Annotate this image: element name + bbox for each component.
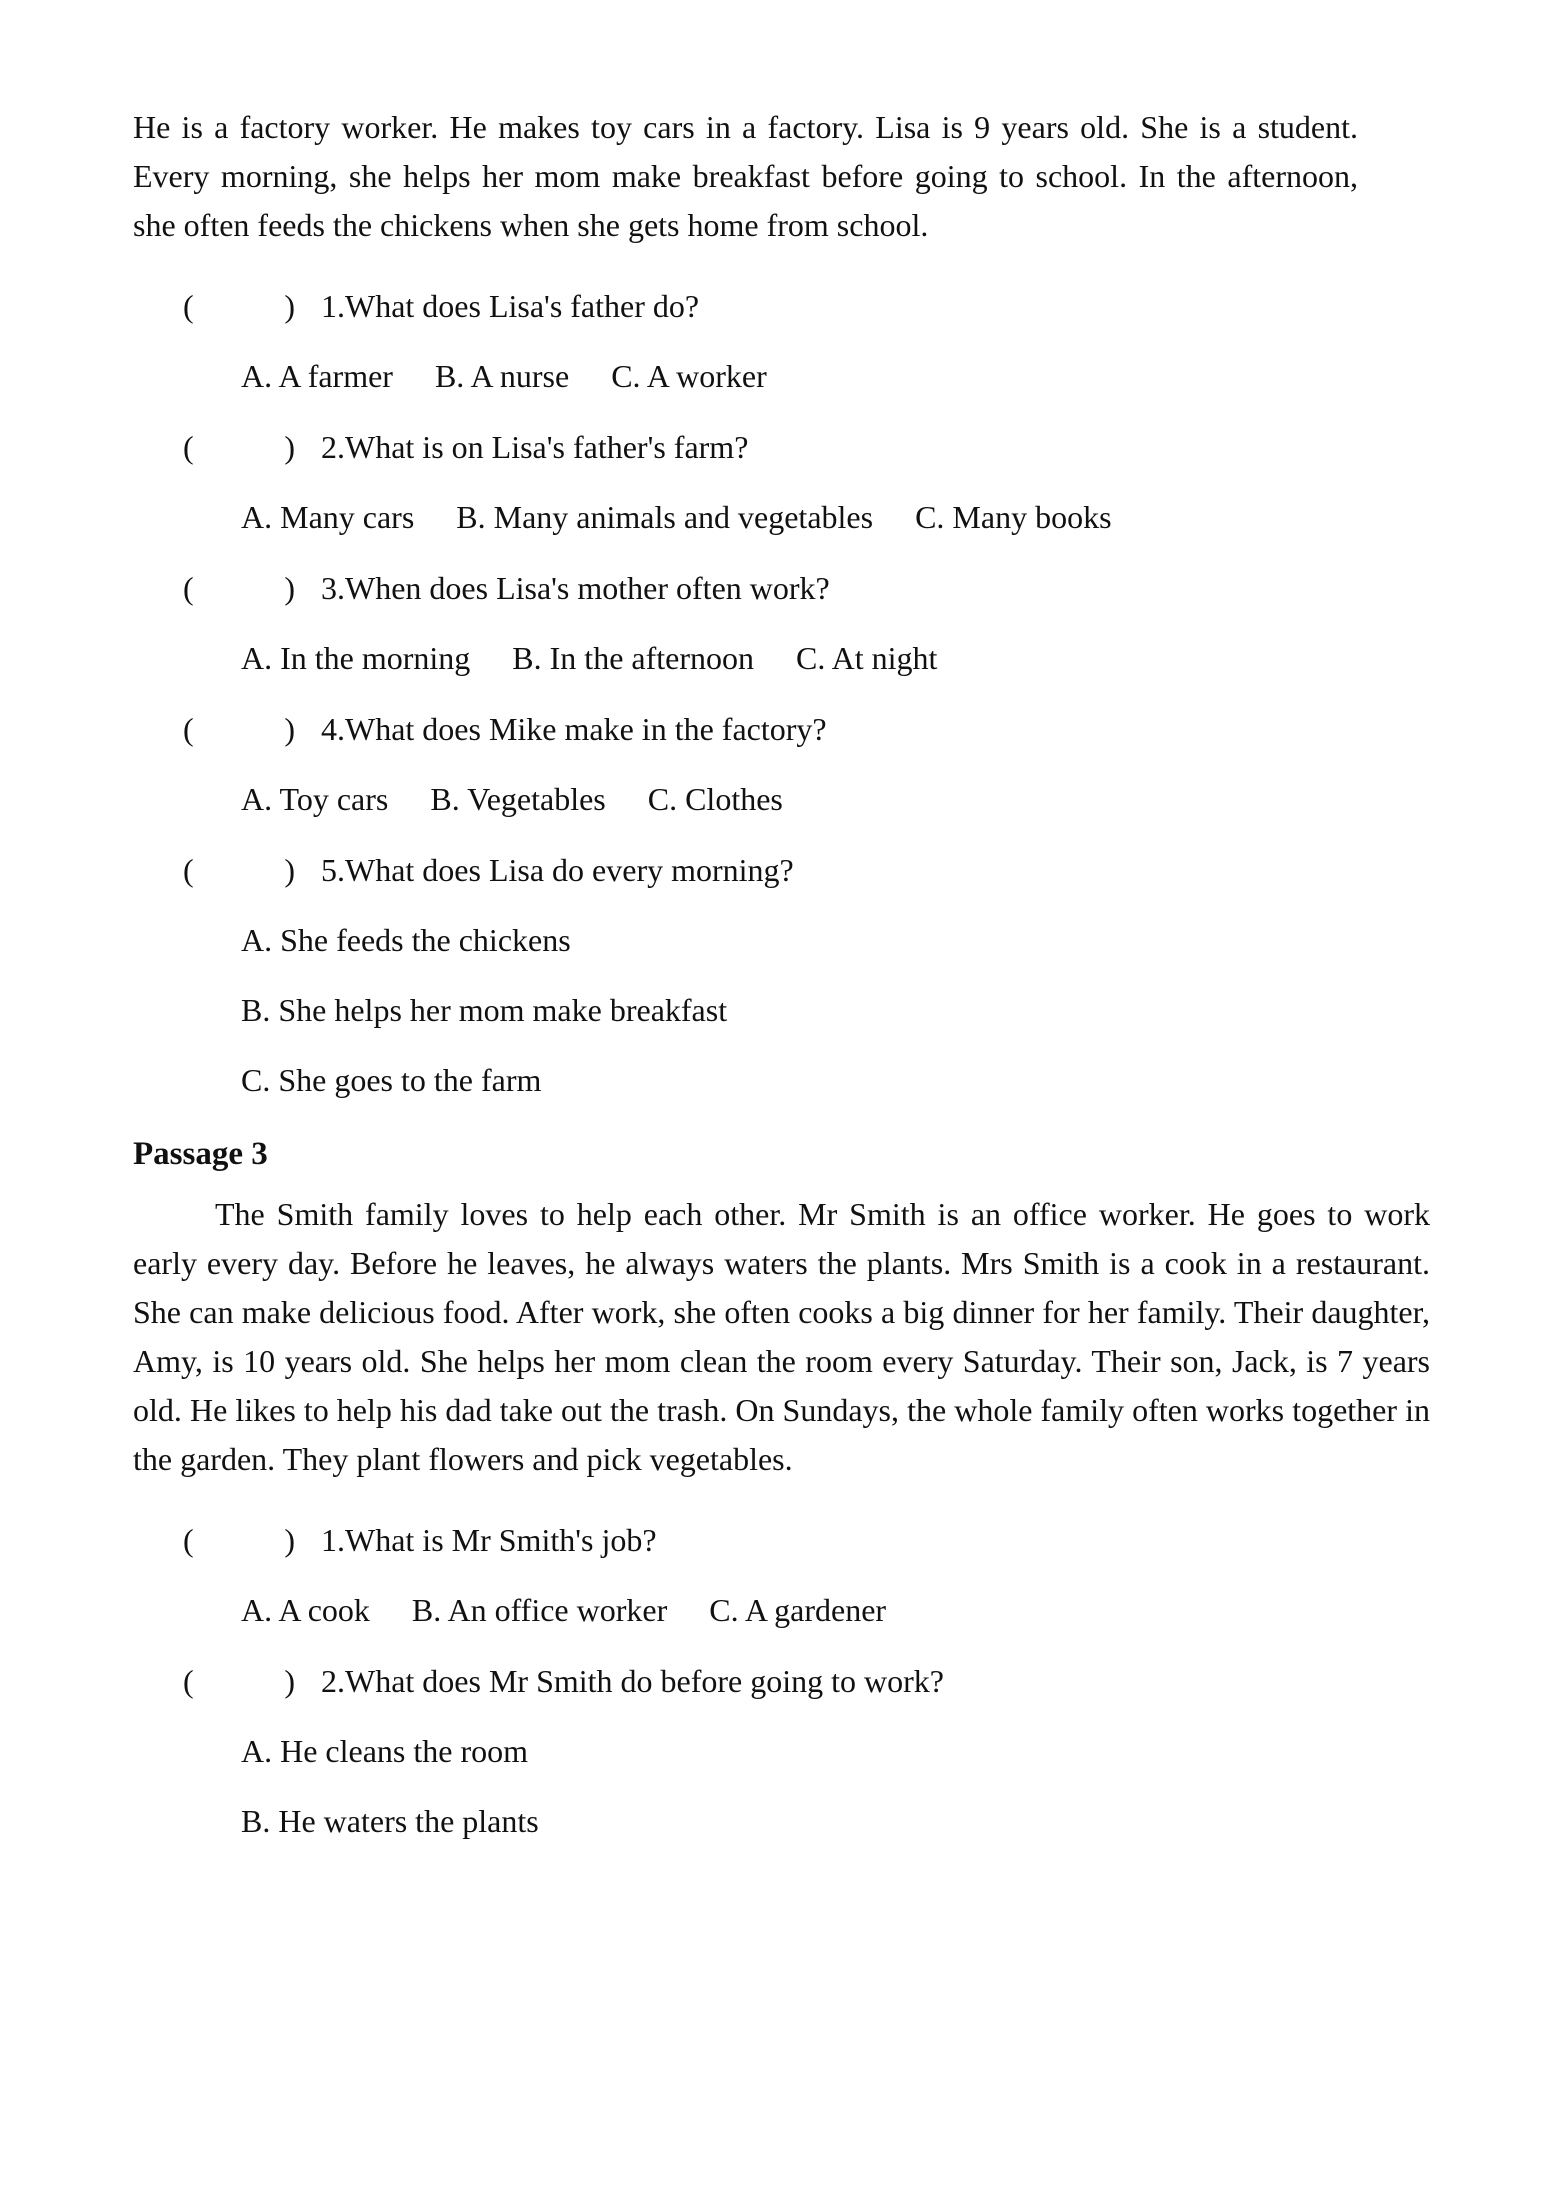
paren-close: ) xyxy=(284,429,295,465)
paren-close: ) xyxy=(284,288,295,324)
option-c: C. Many books xyxy=(915,499,1112,535)
answer-bracket[interactable] xyxy=(183,425,295,469)
options-row xyxy=(133,1588,1430,1632)
options-row xyxy=(133,354,1430,398)
option-line-b xyxy=(133,988,1430,1032)
question-text: 4.What does Mike make in the factory? xyxy=(321,711,827,747)
option-b: B. He waters the plants xyxy=(241,1803,539,1839)
options-row xyxy=(133,777,1430,821)
options-row xyxy=(133,495,1430,539)
paren-open: ( xyxy=(183,570,194,606)
paren-close: ) xyxy=(284,1663,295,1699)
option-c: C. At night xyxy=(796,640,938,676)
answer-bracket[interactable] xyxy=(183,1518,295,1562)
question-row xyxy=(133,1659,1430,1703)
paren-close: ) xyxy=(284,1522,295,1558)
option-a: A. She feeds the chickens xyxy=(241,922,571,958)
option-b: B. A nurse xyxy=(434,358,570,394)
answer-bracket[interactable] xyxy=(183,1659,295,1703)
answer-bracket[interactable] xyxy=(183,566,295,610)
option-b: B. Many animals and vegetables xyxy=(456,499,874,535)
option-a: A. He cleans the room xyxy=(241,1733,529,1769)
question-row xyxy=(133,284,1430,328)
option-b: B. In the afternoon xyxy=(512,640,754,676)
option-a: A. In the morning xyxy=(241,640,471,676)
question-text: 2.What is on Lisa's father's farm? xyxy=(321,429,749,465)
option-b: B. An office worker xyxy=(411,1592,668,1628)
question-row xyxy=(133,425,1430,469)
answer-bracket[interactable] xyxy=(183,707,295,751)
option-c: C. She goes to the farm xyxy=(241,1062,542,1098)
option-b: B. She helps her mom make breakfast xyxy=(241,992,728,1028)
paren-close: ) xyxy=(284,852,295,888)
option-a: A. Many cars xyxy=(241,499,415,535)
question-text: 2.What does Mr Smith do before going to work? xyxy=(321,1663,944,1699)
option-line-a xyxy=(133,918,1430,962)
intro-paragraph: He is a factory worker. He makes toy cars in a factory. Lisa is 9 years old. She is a student. Every morning, she helps her mom make breakfast before going to school. In the afternoon, she often feeds the chickens when she gets home from school. xyxy=(133,109,1358,243)
option-b: B. Vegetables xyxy=(430,781,606,817)
option-a: A. Toy cars xyxy=(241,781,389,817)
question-row xyxy=(133,707,1430,751)
passage3-heading: Passage 3 xyxy=(133,1136,268,1172)
question-text: 5.What does Lisa do every morning? xyxy=(321,852,794,888)
paren-open: ( xyxy=(183,711,194,747)
paren-open: ( xyxy=(183,288,194,324)
passage3-paragraph: The Smith family loves to help each other. Mr Smith is an office worker. He goes to work early every day. Before he leaves, he always waters the plants. Mrs Smith is a cook in a restaurant. She can make delicious food. After work, she often cooks a big dinner for her family. Their daughter, Amy, is 10 years old. She helps her mom clean the room every Saturday. Their son, Jack, is 7 years old. He likes to help his dad take out the trash. On Sundays, the whole family often works together in the garden. They plant flowers and pick vegetables. xyxy=(133,1196,1430,1477)
option-c: C. A gardener xyxy=(709,1592,887,1628)
question-row xyxy=(133,848,1430,892)
question-row xyxy=(133,1518,1430,1562)
paren-open: ( xyxy=(183,1522,194,1558)
option-c: C. A worker xyxy=(611,358,767,394)
question-text: 3.When does Lisa's mother often work? xyxy=(321,570,830,606)
question-row xyxy=(133,566,1430,610)
paren-close: ) xyxy=(284,711,295,747)
paren-open: ( xyxy=(183,852,194,888)
question-text: 1.What does Lisa's father do? xyxy=(321,288,700,324)
option-c: C. Clothes xyxy=(647,781,783,817)
option-a: A. A farmer xyxy=(241,358,393,394)
option-line-a xyxy=(133,1729,1430,1773)
paren-open: ( xyxy=(183,429,194,465)
question-text: 1.What is Mr Smith's job? xyxy=(321,1522,657,1558)
options-row xyxy=(133,636,1430,680)
paren-close: ) xyxy=(284,570,295,606)
option-line-c xyxy=(133,1058,1430,1102)
answer-bracket[interactable] xyxy=(183,284,295,328)
option-line-b xyxy=(133,1799,1430,1843)
paren-open: ( xyxy=(183,1663,194,1699)
option-a: A. A cook xyxy=(241,1592,370,1628)
answer-bracket[interactable] xyxy=(183,848,295,892)
